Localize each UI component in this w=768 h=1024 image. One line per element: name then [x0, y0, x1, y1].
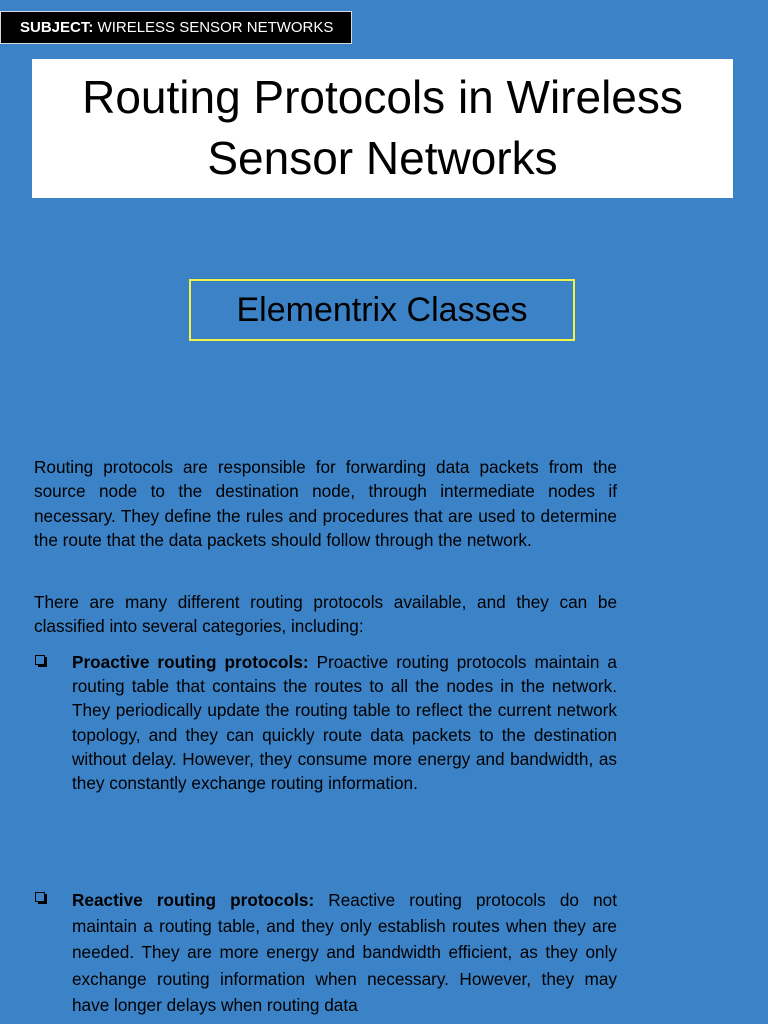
checkbox-bullet-icon [34, 887, 48, 901]
page-title-line-2: Sensor Networks [207, 132, 558, 184]
classes-label: Elementrix Classes [236, 291, 528, 329]
bullet-reactive-heading: Reactive routing protocols: [72, 890, 315, 910]
categories-paragraph: There are many different routing protocols available, and they can be classified into several categories, including: [34, 592, 617, 637]
bullet-proactive-heading: Proactive routing protocols: [72, 652, 309, 672]
bullet-reactive-text: Reactive routing protocols do not maintain a routing table, and they only establish routes when they are needed. They are more energy and bandwidth efficient, as they only exchange routing information when necessary. However, they may have longer delays when routing data [72, 890, 617, 1015]
checkbox-bullet-icon [34, 650, 48, 664]
intro-paragraph: Routing protocols are responsible for forwarding data packets from the source node to the destination node, through intermediate nodes if necessary. They define the rules and procedures that are used to determine the route that the data packets should follow through the network. [34, 457, 617, 550]
subject-value: WIRELESS SENSOR NETWORKS [97, 19, 334, 36]
bullet-proactive-content [72, 650, 617, 795]
classes-label-box [189, 279, 575, 341]
subject-label: SUBJECT: [20, 19, 94, 36]
subject-bar [0, 11, 352, 44]
bullet-reactive-content [72, 887, 617, 1018]
bullet-proactive-text: Proactive routing protocols maintain a routing table that contains the routes to all the nodes in the network. They periodically update the routing table to reflect the current network topology, and they can quickly route data packets to the destination without delay. However, they consume more energy and bandwidth, as they constantly exchange routing information. [72, 652, 617, 794]
page-title-line-1: Routing Protocols in Wireless [82, 71, 683, 123]
bullet-proactive [34, 650, 617, 795]
title-box [32, 59, 733, 198]
bullet-reactive [34, 887, 617, 1018]
